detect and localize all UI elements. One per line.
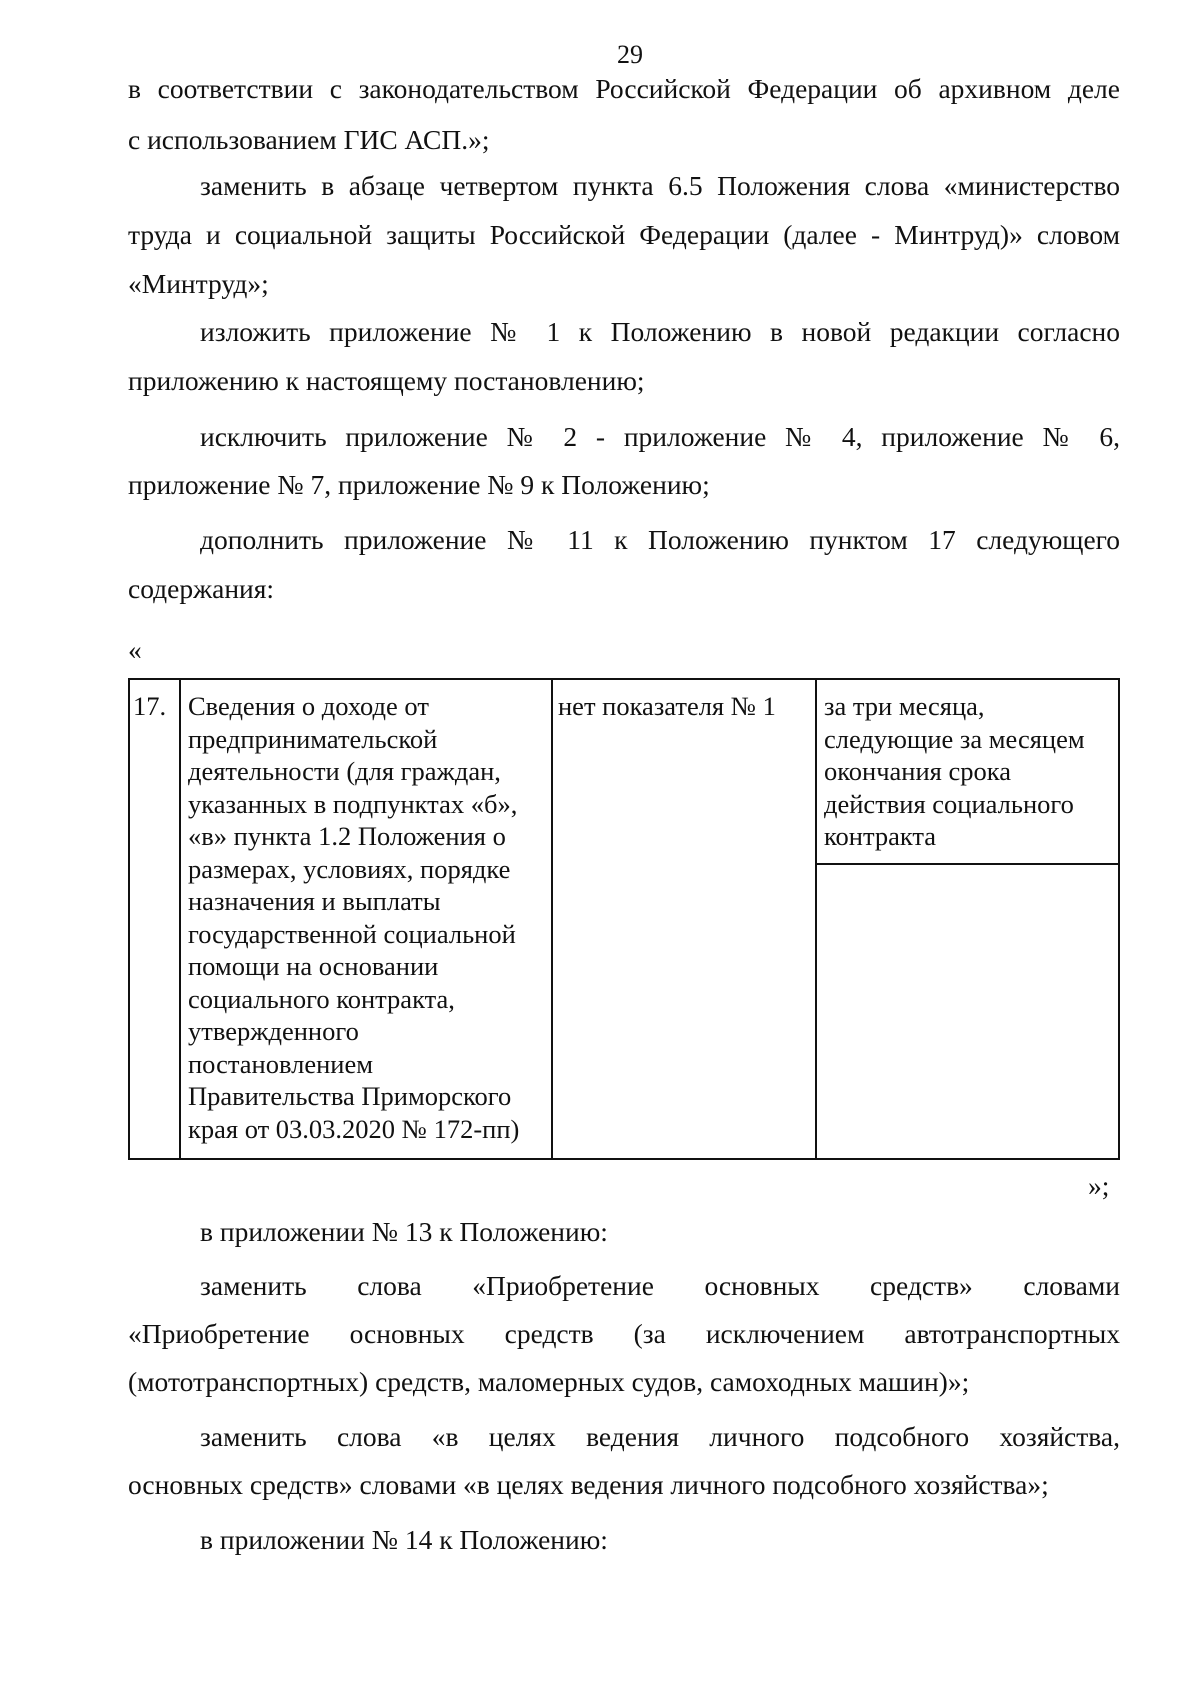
column-divider: [179, 678, 181, 1160]
description-line: назначения и выплаты: [188, 886, 441, 916]
text-line: с использованием ГИС АСП.»;: [128, 124, 490, 155]
period-line: окончания срока: [824, 756, 1011, 786]
text-line: заменить слова «Приобретение основных средств» словами: [200, 1270, 1120, 1301]
description-line: социального контракта,: [188, 983, 455, 1014]
text-line: в соответствии с законодательством Российской Федерации об архивном деле: [128, 73, 1120, 104]
indicator-cell: нет показателя № 1: [558, 691, 776, 721]
period-line: контракта: [824, 821, 937, 851]
description-line: предпринимательской: [188, 723, 438, 754]
closing-quote: »;: [1088, 1170, 1110, 1201]
row-divider: [815, 863, 1120, 865]
text-line: «Минтруд»;: [128, 268, 269, 299]
column-divider: [815, 678, 817, 1160]
text-line: труда и социальной защиты Российской Федерации (далее - Минтруд)» словом: [128, 219, 1120, 250]
text-line: в приложении № 14 к Положению:: [200, 1524, 608, 1555]
description-line: государственной социальной: [188, 918, 516, 949]
text-line: исключить приложение № 2 - приложение № 4, приложение № 6,: [200, 421, 1120, 452]
text-line: приложение № 7, приложение № 9 к Положению;: [128, 469, 710, 500]
period-line: следующие за месяцем: [824, 723, 1085, 754]
description-line: края от 03.03.2020 № 172-пп): [188, 1113, 520, 1144]
opening-quote: «: [128, 634, 142, 665]
text-line: дополнить приложение № 11 к Положению пунктом 17 следующего: [200, 524, 1120, 555]
description-line: деятельности (для граждан,: [188, 756, 501, 786]
description-line: помощи на основании: [188, 951, 439, 981]
text-line: приложению к настоящему постановлению;: [128, 365, 645, 396]
description-line: указанных в подпунктах «б»,: [188, 788, 518, 819]
description-line: утвержденного: [188, 1016, 359, 1046]
description-line: Правительства Приморского: [188, 1081, 512, 1111]
row-number-cell: 17.: [133, 691, 167, 721]
text-line: в приложении № 13 к Положению:: [200, 1216, 608, 1247]
description-cell: [188, 690, 519, 1145]
description-line: размерах, условиях, порядке: [188, 853, 511, 884]
text-line: изложить приложение № 1 к Положению в новой редакции согласно: [200, 316, 1120, 347]
column-divider: [551, 678, 553, 1160]
page-number: 29: [617, 40, 643, 69]
text-line: основных средств» словами «в целях ведения личного подсобного хозяйства»;: [128, 1469, 1049, 1500]
text-line: заменить слова «в целях ведения личного подсобного хозяйства,: [200, 1421, 1120, 1452]
period-line: за три месяца,: [824, 691, 985, 721]
text-line: «Приобретение основных средств (за исключением автотранспортных: [128, 1318, 1120, 1349]
description-line: Сведения о доходе от: [188, 691, 429, 721]
text-line: содержания:: [128, 573, 275, 604]
description-line: «в» пункта 1.2 Положения о: [188, 821, 506, 851]
period-line: действия социального: [824, 788, 1074, 819]
text-line: заменить в абзаце четвертом пункта 6.5 Положения слова «министерство: [200, 170, 1120, 201]
period-cell: [824, 690, 1085, 853]
description-line: постановлением: [188, 1048, 373, 1079]
text-line: (мототранспортных) средств, маломерных судов, самоходных машин)»;: [128, 1366, 970, 1397]
